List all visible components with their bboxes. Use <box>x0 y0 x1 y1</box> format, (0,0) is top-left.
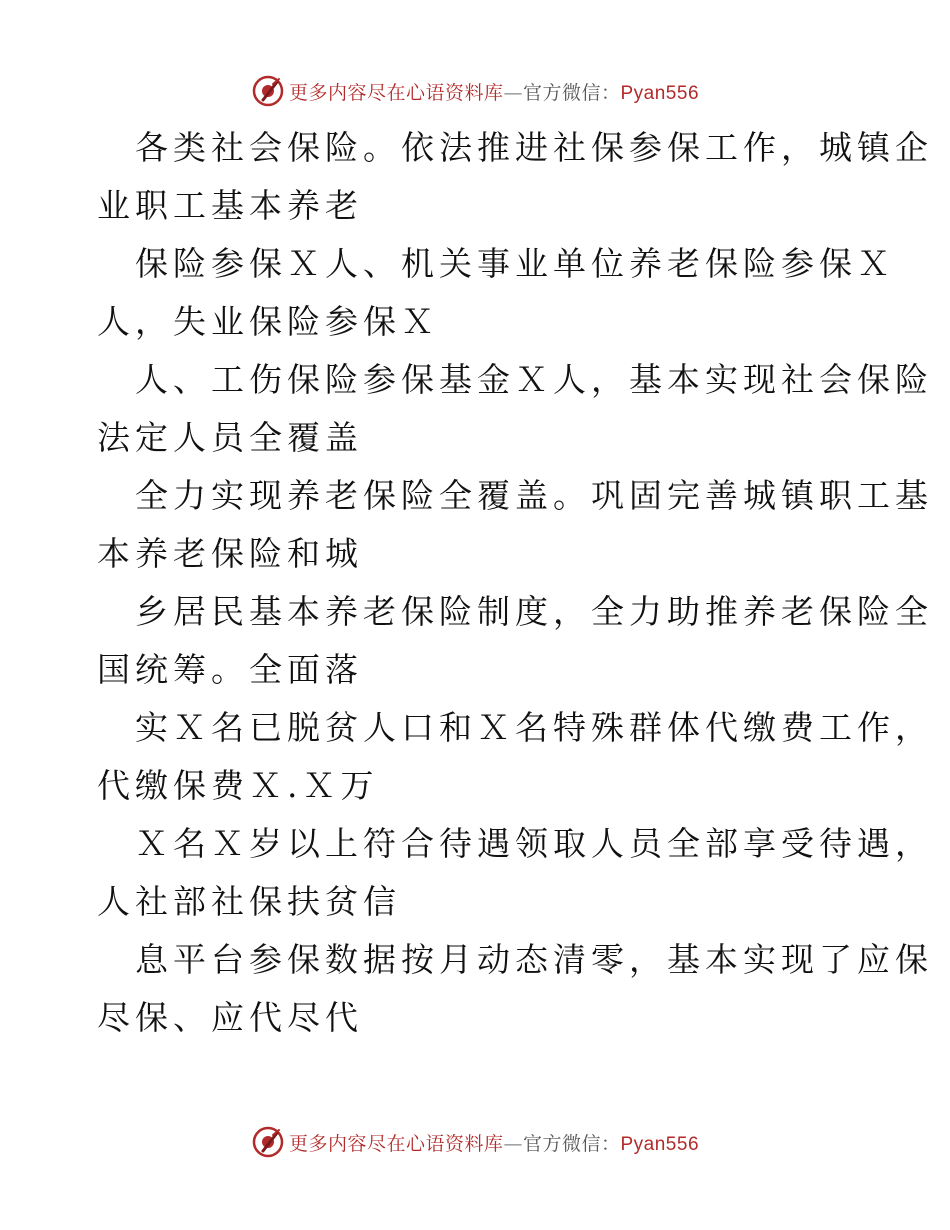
body-line: 全力实现养老保险全覆盖。巩固完善城镇职工基 <box>135 476 933 515</box>
body-line: 法定人员全覆盖 <box>97 418 363 457</box>
watermark-separator: — <box>503 81 523 104</box>
body-line: 代缴保费Ｘ.Ｘ万 <box>97 766 379 805</box>
watermark-wechat-id: Pyan556 <box>620 1133 700 1155</box>
body-line: 尽保、应代尽代 <box>97 998 363 1037</box>
watermark-brand: 更多内容尽在心语资料库 <box>288 81 504 104</box>
watermark-text <box>289 1129 699 1156</box>
body-line: 人社部社保扶贫信 <box>97 882 401 921</box>
body-line: 人、工伤保险参保基金Ｘ人，基本实现社会保险 <box>135 360 933 399</box>
brand-logo-icon <box>251 74 285 108</box>
body-line: 本养老保险和城 <box>97 534 363 573</box>
body-line: 人，失业保险参保Ｘ <box>97 302 439 341</box>
watermark-brand: 更多内容尽在心语资料库 <box>288 1132 504 1155</box>
body-line: 各类社会保险。依法推进社保参保工作，城镇企 <box>135 128 933 167</box>
watermark-separator: — <box>503 1132 523 1155</box>
watermark-wechat-id: Pyan556 <box>620 82 700 104</box>
watermark-wechat-label: 官方微信： <box>522 81 621 104</box>
body-line: 乡居民基本养老保险制度，全力助推养老保险全 <box>135 592 933 631</box>
brand-logo-icon <box>251 1125 285 1159</box>
body-line: 保险参保Ｘ人、机关事业单位养老保险参保Ｘ <box>135 244 895 283</box>
footer-watermark <box>0 1122 950 1162</box>
body-line: 业职工基本养老 <box>97 186 363 225</box>
watermark-text <box>289 78 699 105</box>
body-line: 实Ｘ名已脱贫人口和Ｘ名特殊群体代缴费工作， <box>135 708 933 747</box>
watermark-wechat-label: 官方微信： <box>522 1132 621 1155</box>
body-line: Ｘ名Ｘ岁以上符合待遇领取人员全部享受待遇， <box>135 824 933 863</box>
body-line: 息平台参保数据按月动态清零，基本实现了应保 <box>135 940 933 979</box>
body-line: 国统筹。全面落 <box>97 650 363 689</box>
header-watermark <box>0 71 950 111</box>
